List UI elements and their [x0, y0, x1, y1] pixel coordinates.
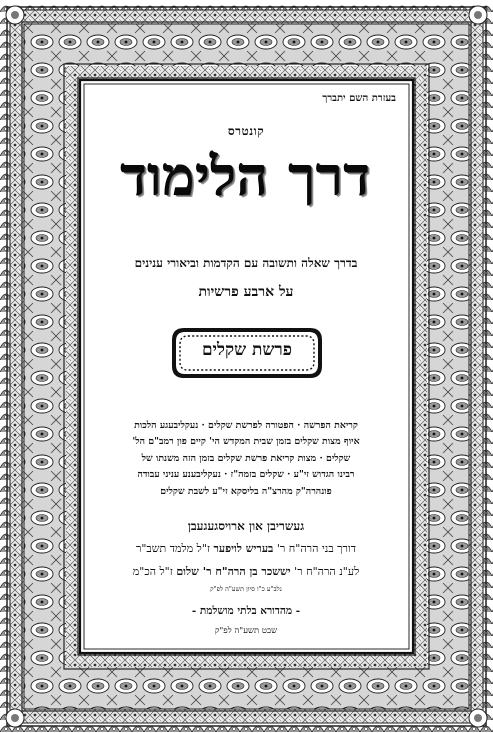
contents-line: רבינו הגדוש זי"ע · שקלים בזמה"ז · נעקליבענע עניני עבודה	[137, 469, 355, 481]
contents-line: שקלים · מצות קריאת פרשת שקלים בזמן הזה משנתו של	[141, 452, 351, 464]
author-suffix: ז"ל מלמד תשב"ר	[135, 542, 210, 555]
memorial-prefix: לע"נ הרה"ח ר'	[294, 565, 360, 578]
title-badge	[170, 326, 324, 380]
edition-note: - מהדורא בלתי מושלמת -	[191, 605, 301, 617]
contents-line: איוף מצות שקלים בזמן שבית המקדש הי' קיים פון רמב"ם הל'	[132, 436, 360, 448]
memorial-date-line: נלב"ע כ"ו סיון תשע"ה לפ"ק	[210, 585, 282, 593]
badge-label: פרשת שקלים	[201, 340, 293, 360]
main-title: דרך הלימוד	[120, 144, 372, 208]
author-line	[86, 542, 406, 555]
memorial-suffix: ז"ל הכ"מ	[132, 565, 173, 578]
title-kicker: קונטרס	[227, 124, 265, 138]
author-prefix: דורך בני הרה"ח ר'	[276, 542, 357, 555]
blessing-header: בעזרת השם יתברך	[322, 93, 396, 104]
memorial-name: יששכר בן הרה"ח ר' שלום	[176, 565, 291, 578]
contents-line: קריאת הפרשה · הפטורה לפרשת שקלים · נעקליבעגע הלכות	[134, 420, 358, 431]
title-panel	[86, 86, 406, 644]
memorial-line	[86, 565, 406, 578]
description-line-1: בדרך שאלה ותשובה עם הקדמות וביאורי ענינים	[134, 256, 358, 270]
contents-line: פונהרה"ק מהרצ"ה בליסקא זי"ע לשבת שקלים	[160, 485, 332, 497]
author-name: בעריש לויפער	[213, 542, 274, 555]
description-line-2: על ארבע פרשיות	[198, 284, 294, 300]
contents-paragraph	[94, 418, 398, 500]
publisher-line: געשריבן און ארויסגעגעבן	[187, 519, 305, 533]
publication-date: שבט תשע"ה לפ"ק	[214, 626, 278, 636]
